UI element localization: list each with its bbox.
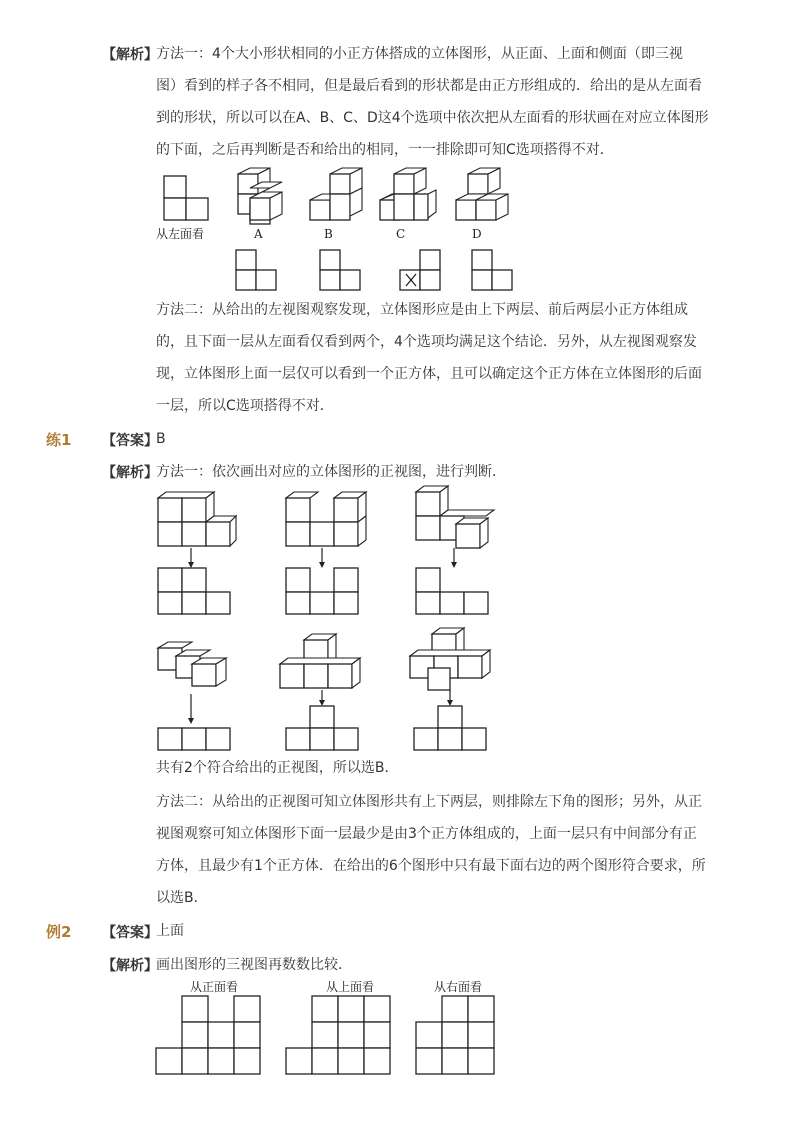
view-caption-right: 从右面看 bbox=[434, 980, 483, 994]
analysis-tag: 【解析】 bbox=[102, 958, 158, 974]
answer-tag: 【答案】 bbox=[102, 433, 158, 449]
option-c-solid bbox=[380, 168, 436, 220]
option-a-view bbox=[236, 250, 276, 290]
fig-caption: 从左面看 bbox=[156, 227, 205, 241]
option-d-view bbox=[472, 250, 512, 290]
view-2 bbox=[286, 568, 358, 614]
text-line: 的，且下面一层从左面看仅看到两个，4个选项均满足这个结论．另外，从左视图观察发 bbox=[156, 334, 697, 350]
text-line: 方法一：4个大小形状相同的小正方体搭成的立体图形，从正面、上面和侧面（即三视 bbox=[156, 46, 683, 62]
analysis-text: 画出图形的三视图再数数比较． bbox=[156, 957, 352, 973]
analysis-text bbox=[156, 38, 709, 166]
option-label-a: A bbox=[254, 227, 263, 241]
method2-text bbox=[156, 786, 706, 914]
view-1 bbox=[158, 568, 230, 614]
text-line: 方法二：从给出的正视图可知立体图形共有上下两层，则排除左下角的图形；另外，从正 bbox=[156, 794, 702, 810]
text-line: 的下面，之后再判断是否和给出的相同，一一排除即可知C选项搭得不对． bbox=[156, 142, 614, 158]
example-label: 例2 bbox=[46, 923, 72, 941]
square bbox=[164, 198, 186, 220]
analysis-tag: 【解析】 bbox=[102, 47, 158, 63]
answer-value: B bbox=[156, 431, 166, 447]
option-label-c: C bbox=[396, 227, 406, 241]
summary-text: 共有2个符合给出的正视图，所以选B． bbox=[156, 760, 399, 776]
text-line: 到的形状，所以可以在A、B、C、D这4个选项中依次把从左面看的形状画在对应立体图形 bbox=[156, 110, 709, 126]
front-view bbox=[156, 996, 260, 1074]
view-6 bbox=[414, 706, 486, 750]
option-a-solid bbox=[238, 168, 282, 224]
solid-5 bbox=[280, 634, 360, 688]
solid-3 bbox=[416, 486, 494, 548]
exercise-label: 练1 bbox=[46, 431, 72, 449]
analysis-tag: 【解析】 bbox=[102, 465, 158, 481]
square bbox=[164, 176, 186, 198]
text-line: 现，立体图形上面一层仅可以看到一个正方体，且可以确定这个正方体在立体图形的后面 bbox=[156, 366, 702, 382]
method1-text: 方法一：依次画出对应的立体图形的正视图，进行判断． bbox=[156, 464, 506, 480]
text-line: 视图观察可知立体图形下面一层最少是由3个正方体组成的，上面一层只有中间部分有正 bbox=[156, 826, 697, 842]
view-5 bbox=[286, 706, 358, 750]
view-3 bbox=[416, 568, 488, 614]
answer-tag: 【答案】 bbox=[102, 925, 158, 941]
view-caption-front: 从正面看 bbox=[190, 980, 239, 994]
view-4 bbox=[158, 728, 230, 750]
view-caption-top: 从上面看 bbox=[326, 980, 375, 994]
option-d-solid bbox=[456, 168, 508, 220]
solid-4 bbox=[158, 642, 226, 686]
square bbox=[186, 198, 208, 220]
option-b-view bbox=[320, 250, 360, 290]
answer-value: 上面 bbox=[156, 923, 184, 939]
solid-1 bbox=[158, 492, 236, 546]
text-line: 一层，所以C选项搭得不对． bbox=[156, 398, 334, 414]
top-view bbox=[286, 996, 390, 1074]
text-line: 以选B． bbox=[156, 890, 208, 906]
method2-text bbox=[156, 294, 702, 422]
front-view-figures bbox=[150, 484, 510, 756]
text-line: 图）看到的样子各不相同，但是最后看到的形状都是由正方形组成的．给出的是从左面看 bbox=[156, 78, 702, 94]
solid-6 bbox=[410, 628, 490, 690]
option-label-d: D bbox=[472, 227, 482, 241]
option-label-b: B bbox=[324, 227, 333, 241]
three-views-figure bbox=[150, 994, 500, 1078]
text-line: 方体，且最少有1个正方体．在给出的6个图形中只有最下面右边的两个图形符合要求，所 bbox=[156, 858, 706, 874]
text-line: 方法二：从给出的左视图观察发现，立体图形应是由上下两层、前后两层小正方体组成 bbox=[156, 302, 688, 318]
option-b-solid bbox=[310, 168, 362, 220]
option-c-view bbox=[400, 250, 440, 290]
right-view bbox=[416, 996, 494, 1074]
solid-2 bbox=[286, 492, 366, 546]
